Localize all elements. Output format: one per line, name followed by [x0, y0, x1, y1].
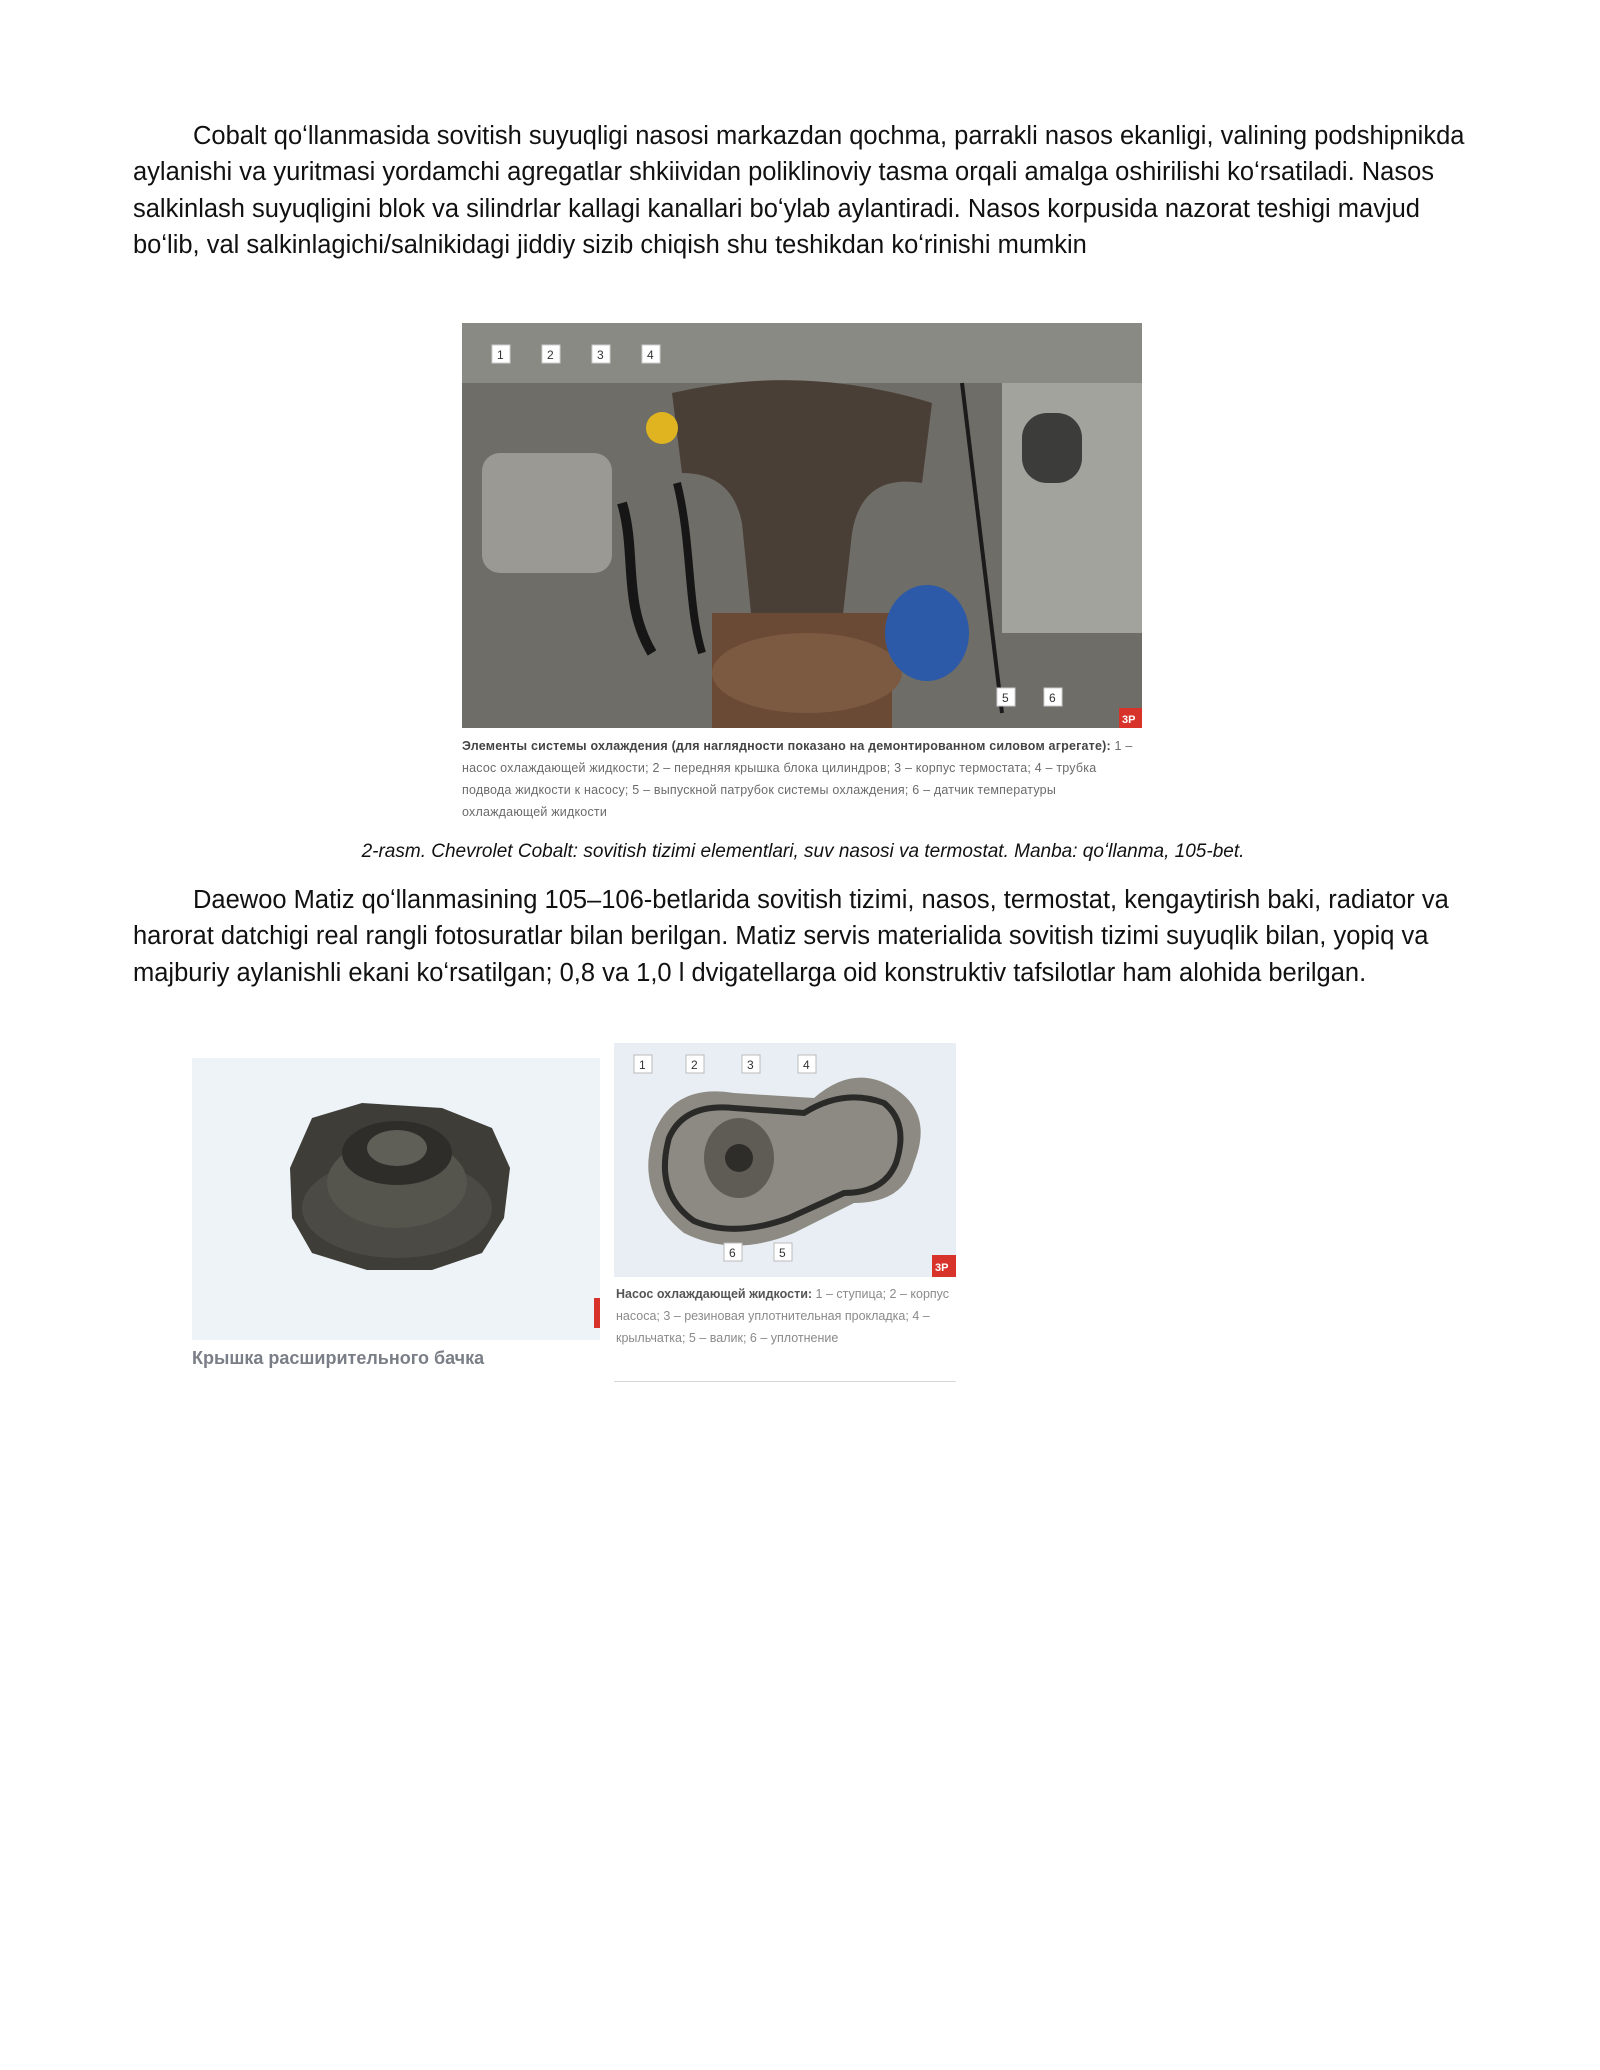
- pump-callout-2: 2: [691, 1058, 698, 1072]
- pump-photo: [614, 1043, 956, 1277]
- paragraph-text: Cobalt qoʻllanmasida sovitish suyuqligi nasosi markazdan qochma, parrakli nasos ekanligi, valining podshipnikda aylanishi va yuritmasi yordamchi agregatlar shkiividan poliklinoviy tasma orqali amalga oshirilishi koʻrsatiladi. Nasos salkinlash suyuqligini blok va silindrlar kallagi kanallari boʻylab aylantiradi. Nasos korpusida nazorat teshigi mavjud boʻlib, val salkinlagichi/salnikidagi jiddiy sizib chiqish shu teshikdan koʻrinishi mumkin: [133, 122, 1465, 259]
- photo-caption: Элементы системы охлаждения (для наглядности показано на демонтированном силовом агрегате): 1 – насос охлаждающей жидкости; 2 – передняя крышка блока цилиндров; 3 – корпус термостата; 4 – трубка подвода жидкости к насосу; 5 – выпускной патрубок системы охлаждения; 6 – датчик температуры охлаждающей жидкости: [462, 739, 1133, 819]
- pump-callout-3: 3: [747, 1058, 754, 1072]
- pump-callout-5: 5: [779, 1246, 786, 1260]
- pump-caption: Насос охлаждающей жидкости: 1 – ступица; 2 – корпус насоса; 3 – резиновая уплотнительная прокладка; 4 – крыльчатка; 5 – валик; 6 – уплотнение: [616, 1287, 950, 1345]
- paragraph-matiz: [133, 882, 1473, 991]
- figure-expansion-cap: [192, 1058, 600, 1382]
- callout-3: 3: [597, 348, 604, 362]
- pump-callout-1: 1: [639, 1058, 646, 1072]
- corner-tag: 3P: [1122, 714, 1136, 726]
- pump-callout-6: 6: [729, 1246, 736, 1260]
- divider: [614, 1381, 956, 1382]
- engine-photo: [462, 323, 1142, 728]
- callout-4: 4: [647, 348, 654, 362]
- paragraph-cobalt-pump: [133, 118, 1473, 263]
- figure-cooling-system: [462, 323, 1142, 825]
- callout-5: 5: [1002, 691, 1009, 705]
- callout-1: 1: [497, 348, 504, 362]
- paragraph-text: Daewoo Matiz qoʻllanmasining 105–106-betlarida sovitish tizimi, nasos, termostat, kengaytirish baki, radiator va harorat datchigi real rangli fotosuratlar bilan berilgan. Matiz servis materialida sovitish tizimi suyuqlik bilan, yopiq va majburiy aylanishli ekani koʻrsatilgan; 0,8 va 1,0 l dvigatellarga oid konstruktiv tafsilotlar ham alohida berilgan.: [133, 886, 1449, 987]
- pump-callout-4: 4: [803, 1058, 810, 1072]
- figure-water-pump: [614, 1043, 956, 1383]
- callout-2: 2: [547, 348, 554, 362]
- cap-photo: [192, 1058, 600, 1340]
- cap-label: Крышка расширительного бачка: [192, 1348, 485, 1368]
- pump-corner-tag: 3P: [935, 1262, 949, 1274]
- callout-6: 6: [1049, 691, 1056, 705]
- figure-caption: 2-rasm. Chevrolet Cobalt: sovitish tizimi elementlari, suv nasosi va termostat. Manba: qoʻllanma, 105-bet.: [361, 841, 1245, 862]
